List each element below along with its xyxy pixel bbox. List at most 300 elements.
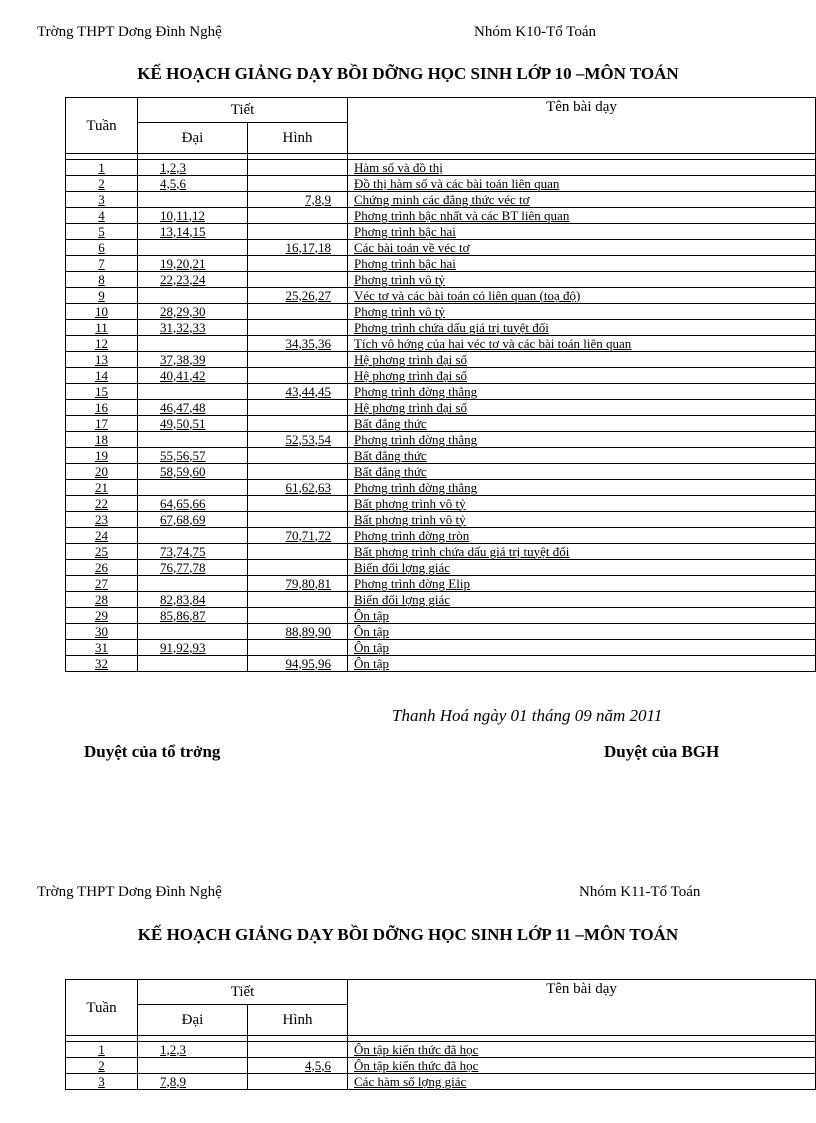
lesson-title-cell-text: Phơng trình vô tỷ (354, 303, 446, 319)
header-dai: Đại (138, 1005, 248, 1036)
table-row (66, 336, 816, 352)
week-cell (66, 256, 138, 272)
hinh-periods-cell (248, 336, 348, 352)
dai-periods-cell (138, 528, 248, 544)
dai-periods-cell (138, 512, 248, 528)
lesson-title-cell-text: Phơng trình đờng Elip (354, 575, 470, 591)
lesson-title-cell (348, 496, 816, 512)
week-cell-text: 2 (98, 1057, 105, 1073)
table-row (66, 400, 816, 416)
week-cell (66, 608, 138, 624)
week-cell-text: 24 (95, 527, 108, 543)
lesson-title-cell-text: Bất đẳng thức (354, 447, 427, 463)
dai-periods-cell (138, 192, 248, 208)
table-row (66, 528, 816, 544)
week-cell (66, 384, 138, 400)
lesson-title-cell-text: Phơng trình bậc hai (354, 223, 456, 239)
page-title-2: KẾ HOẠCH GIẢNG DẠY BỒI DỠNG HỌC SINH LỚP 11 –MÔN TOÁN (137, 925, 679, 944)
dai-periods-cell (138, 416, 248, 432)
dai-periods-cell (138, 288, 248, 304)
table-row (66, 176, 816, 192)
dai-periods-cell-text: 55,56,57 (160, 447, 206, 463)
dai-periods-cell (138, 624, 248, 640)
hinh-periods-cell (248, 192, 348, 208)
dai-periods-cell-text: 22,23,24 (160, 271, 206, 287)
dai-periods-cell-text: 85,86,87 (160, 607, 206, 623)
dai-periods-cell-text: 13,14,15 (160, 223, 206, 239)
week-cell-text: 18 (95, 431, 108, 447)
header-tuan: Tuần (66, 980, 138, 1036)
week-cell (66, 224, 138, 240)
dai-periods-cell-text: 91,92,93 (160, 639, 206, 655)
week-cell-text: 28 (95, 591, 108, 607)
dai-periods-cell-text: 37,38,39 (160, 351, 206, 367)
hinh-periods-cell (248, 512, 348, 528)
week-cell-text: 32 (95, 655, 108, 671)
week-cell-text: 31 (95, 639, 108, 655)
week-cell-text: 17 (95, 415, 108, 431)
table-row (66, 432, 816, 448)
hinh-periods-cell (248, 608, 348, 624)
week-cell (66, 176, 138, 192)
dai-periods-cell (138, 544, 248, 560)
week-cell (66, 480, 138, 496)
week-cell-text: 3 (98, 1073, 105, 1089)
table-row (66, 160, 816, 176)
lesson-title-cell-text: Ôn tập (354, 623, 390, 639)
dai-periods-cell-text: 7,8,9 (160, 1073, 186, 1089)
week-cell (66, 1042, 138, 1058)
dai-periods-cell (138, 1074, 248, 1090)
table-row (66, 640, 816, 656)
dai-periods-cell (138, 1042, 248, 1058)
lesson-title-cell-text: Phơng trình bậc hai (354, 255, 456, 271)
dai-periods-cell (138, 400, 248, 416)
table-row (66, 192, 816, 208)
dai-periods-cell-text: 40,41,42 (160, 367, 206, 383)
header-hinh: Hình (248, 1005, 348, 1036)
dai-periods-cell (138, 560, 248, 576)
lesson-title-cell (348, 160, 816, 176)
hinh-periods-cell (248, 1042, 348, 1058)
dai-periods-cell-text: 4,5,6 (160, 175, 186, 191)
lesson-title-cell-text: Phơng trình đờng tròn (354, 527, 470, 543)
week-cell-text: 15 (95, 383, 108, 399)
hinh-periods-cell (248, 592, 348, 608)
lesson-title-cell (348, 400, 816, 416)
dai-periods-cell (138, 368, 248, 384)
week-cell (66, 592, 138, 608)
school-name-2: Trờng THPT Dơng Đình Nghệ (37, 884, 222, 900)
week-cell-text: 29 (95, 607, 108, 623)
dai-periods-cell (138, 352, 248, 368)
lesson-title-cell-text: Các hàm số lợng giác (354, 1073, 467, 1089)
dai-periods-cell (138, 432, 248, 448)
dai-periods-cell-text: 31,32,33 (160, 319, 206, 335)
hinh-periods-cell (248, 1058, 348, 1074)
hinh-periods-cell (248, 272, 348, 288)
dai-periods-cell (138, 464, 248, 480)
table-row (66, 1058, 816, 1074)
week-cell (66, 272, 138, 288)
hinh-periods-cell-text: 16,17,18 (285, 239, 332, 255)
dai-periods-cell (138, 240, 248, 256)
week-cell-text: 30 (95, 623, 108, 639)
header-tiet: Tiết (138, 98, 348, 123)
lesson-title-cell (348, 240, 816, 256)
hinh-periods-cell (248, 656, 348, 672)
week-cell-text: 26 (95, 559, 108, 575)
week-cell (66, 368, 138, 384)
lesson-title-cell-text: Phơng trình bậc nhất và các BT liên quan (354, 207, 570, 223)
dai-periods-cell-text: 64,65,66 (160, 495, 206, 511)
school-name: Trờng THPT Dơng Đình Nghệ (37, 24, 222, 40)
dai-periods-cell-text: 67,68,69 (160, 511, 206, 527)
table-row (66, 352, 816, 368)
week-cell-text: 23 (95, 511, 108, 527)
lesson-title-cell (348, 576, 816, 592)
lesson-title-cell (348, 448, 816, 464)
dai-periods-cell (138, 576, 248, 592)
week-cell (66, 400, 138, 416)
week-cell (66, 320, 138, 336)
lesson-title-cell (348, 432, 816, 448)
table-row (66, 464, 816, 480)
hinh-periods-cell-text: 34,35,36 (285, 335, 332, 351)
week-cell-text: 25 (95, 543, 108, 559)
dai-periods-cell (138, 224, 248, 240)
hinh-periods-cell (248, 320, 348, 336)
lesson-title-cell (348, 480, 816, 496)
lesson-title-cell-text: Ôn tập kiến thức đã học (354, 1057, 479, 1073)
lesson-title-cell-text: Đồ thị hàm số và các bài toán liên quan (354, 175, 560, 191)
hinh-periods-cell (248, 448, 348, 464)
week-cell (66, 560, 138, 576)
lesson-title-cell-text: Bất phơng trình vô tỷ (354, 511, 466, 527)
hinh-periods-cell (248, 640, 348, 656)
approval-department-head: Duyệt của tổ trởng (84, 742, 221, 761)
lesson-title-cell-text: Phơng trình đờng thẳng (354, 431, 478, 447)
table-row (66, 1074, 816, 1090)
week-cell-text: 2 (98, 175, 105, 191)
lesson-title-cell (348, 640, 816, 656)
week-cell (66, 464, 138, 480)
dai-periods-cell (138, 480, 248, 496)
lesson-title-cell (348, 592, 816, 608)
dai-periods-cell (138, 160, 248, 176)
lesson-title-cell-text: Chứng minh các đẳng thức véc tơ (354, 191, 530, 207)
lesson-title-cell-text: Bất đẳng thức (354, 463, 427, 479)
dai-periods-cell-text: 58,59,60 (160, 463, 206, 479)
week-cell (66, 432, 138, 448)
header-ten-bai-day: Tên bài dạy (348, 98, 816, 154)
lesson-title-cell (348, 224, 816, 240)
week-cell-text: 4 (98, 207, 105, 223)
week-cell (66, 192, 138, 208)
week-cell-text: 9 (98, 287, 105, 303)
table-row (66, 576, 816, 592)
lesson-title-cell-text: Ôn tập kiến thức đã học (354, 1041, 479, 1057)
table-row (66, 288, 816, 304)
table-row (66, 544, 816, 560)
lesson-title-cell-text: Ôn tập (354, 607, 390, 623)
dai-periods-cell-text: 49,50,51 (160, 415, 206, 431)
hinh-periods-cell-text: 4,5,6 (305, 1057, 332, 1073)
lesson-title-cell (348, 512, 816, 528)
lesson-title-cell-text: Bất đẳng thức (354, 415, 427, 431)
date-line: Thanh Hoá ngày 01 tháng 09 năm 2011 (392, 706, 663, 725)
week-cell-text: 13 (95, 351, 108, 367)
hinh-periods-cell-text: 7,8,9 (305, 191, 332, 207)
table-row (66, 304, 816, 320)
week-cell-text: 10 (95, 303, 108, 319)
week-cell-text: 6 (98, 239, 105, 255)
lesson-title-cell (348, 1074, 816, 1090)
lesson-title-cell-text: Ôn tập (354, 655, 390, 671)
lesson-title-cell (348, 384, 816, 400)
lesson-title-cell-text: Phơng trình chứa dấu giá trị tuyệt đối (354, 319, 549, 335)
week-cell-text: 12 (95, 335, 108, 351)
week-cell (66, 640, 138, 656)
week-cell-text: 20 (95, 463, 108, 479)
lesson-title-cell-text: Véc tơ và các bài toán có liên quan (toạ độ) (354, 287, 581, 303)
hinh-periods-cell-text: 94,95,96 (285, 655, 332, 671)
dai-periods-cell-text: 76,77,78 (160, 559, 206, 575)
hinh-periods-cell (248, 176, 348, 192)
hinh-periods-cell (248, 432, 348, 448)
dai-periods-cell (138, 608, 248, 624)
dai-periods-cell-text: 10,11,12 (160, 207, 206, 223)
lesson-title-cell (348, 272, 816, 288)
table-row (66, 272, 816, 288)
hinh-periods-cell (248, 1074, 348, 1090)
lesson-title-cell (348, 256, 816, 272)
dai-periods-cell (138, 272, 248, 288)
hinh-periods-cell (248, 416, 348, 432)
lesson-title-cell-text: Bất phơng trình vô tỷ (354, 495, 466, 511)
lesson-title-cell-text: Hàm số và đồ thị (354, 159, 443, 175)
hinh-periods-cell-text: 43,44,45 (285, 383, 332, 399)
week-cell (66, 656, 138, 672)
header-ten-bai-day: Tên bài dạy (348, 980, 816, 1036)
hinh-periods-cell (248, 240, 348, 256)
table-row (66, 560, 816, 576)
week-cell-text: 3 (98, 191, 105, 207)
dai-periods-cell-text: 1,2,3 (160, 1041, 186, 1057)
hinh-periods-cell (248, 496, 348, 512)
hinh-periods-cell-text: 70,71,72 (285, 527, 332, 543)
lesson-title-cell (348, 1042, 816, 1058)
lesson-title-cell (348, 368, 816, 384)
dai-periods-cell (138, 448, 248, 464)
lesson-plan-table-grade-11 (65, 979, 816, 1090)
lesson-title-cell (348, 176, 816, 192)
table-row (66, 384, 816, 400)
hinh-periods-cell (248, 304, 348, 320)
dai-periods-cell-text: 46,47,48 (160, 399, 206, 415)
table-row (66, 512, 816, 528)
lesson-title-cell-text: Phơng trình vô tỷ (354, 271, 446, 287)
table-row (66, 416, 816, 432)
week-cell-text: 1 (98, 159, 105, 175)
hinh-periods-cell (248, 400, 348, 416)
lesson-title-cell (348, 336, 816, 352)
lesson-title-cell (348, 608, 816, 624)
hinh-periods-cell (248, 368, 348, 384)
week-cell-text: 19 (95, 447, 108, 463)
table-row (66, 656, 816, 672)
hinh-periods-cell (248, 352, 348, 368)
header-dai: Đại (138, 123, 248, 154)
table-row (66, 624, 816, 640)
week-cell (66, 448, 138, 464)
hinh-periods-cell-text: 52,53,54 (285, 431, 332, 447)
dai-periods-cell (138, 496, 248, 512)
dai-periods-cell-text: 19,20,21 (160, 255, 206, 271)
hinh-periods-cell-text: 61,62,63 (285, 479, 332, 495)
lesson-title-cell-text: Ôn tập (354, 639, 390, 655)
week-cell-text: 11 (95, 319, 108, 335)
lesson-title-cell (348, 544, 816, 560)
lesson-title-cell-text: Các bài toán về véc tơ (354, 239, 470, 255)
week-cell-text: 22 (95, 495, 108, 511)
week-cell (66, 1074, 138, 1090)
lesson-title-cell-text: Hệ phơng trình đại số (354, 399, 468, 415)
lesson-title-cell-text: Hệ phơng trình đại số (354, 367, 468, 383)
approval-board: Duyệt của BGH (604, 742, 720, 761)
dai-periods-cell-text: 28,29,30 (160, 303, 206, 319)
dai-periods-cell (138, 656, 248, 672)
week-cell (66, 336, 138, 352)
table-row (66, 592, 816, 608)
table-row (66, 448, 816, 464)
dai-periods-cell (138, 640, 248, 656)
lesson-title-cell (348, 288, 816, 304)
week-cell (66, 240, 138, 256)
hinh-periods-cell (248, 208, 348, 224)
lesson-title-cell-text: Tích vô hớng của hai véc tơ và các bài toán liên quan (354, 335, 632, 351)
hinh-periods-cell (248, 288, 348, 304)
week-cell (66, 528, 138, 544)
header-hinh: Hình (248, 123, 348, 154)
week-cell (66, 496, 138, 512)
lesson-title-cell (348, 656, 816, 672)
lesson-title-cell-text: Hệ phơng trình đại số (354, 351, 468, 367)
week-cell-text: 14 (95, 367, 108, 383)
week-cell-text: 7 (98, 255, 105, 271)
hinh-periods-cell (248, 576, 348, 592)
table-row (66, 240, 816, 256)
lesson-title-cell (348, 192, 816, 208)
dai-periods-cell (138, 384, 248, 400)
lesson-title-cell (348, 464, 816, 480)
week-cell (66, 1058, 138, 1074)
dai-periods-cell (138, 336, 248, 352)
lesson-title-cell (348, 320, 816, 336)
week-cell-text: 27 (95, 575, 108, 591)
week-cell (66, 624, 138, 640)
week-cell (66, 576, 138, 592)
week-cell-text: 1 (98, 1041, 105, 1057)
dai-periods-cell (138, 208, 248, 224)
week-cell-text: 16 (95, 399, 108, 415)
page-title: KẾ HOẠCH GIẢNG DẠY BỒI DỠNG HỌC SINH LỚP 10 –MÔN TOÁN (137, 64, 679, 83)
hinh-periods-cell (248, 256, 348, 272)
week-cell (66, 288, 138, 304)
dai-periods-cell-text: 82,83,84 (160, 591, 206, 607)
lesson-title-cell (348, 528, 816, 544)
lesson-title-cell (348, 624, 816, 640)
week-cell (66, 544, 138, 560)
table-row (66, 480, 816, 496)
hinh-periods-cell (248, 560, 348, 576)
header-tuan: Tuần (66, 98, 138, 154)
hinh-periods-cell (248, 480, 348, 496)
table-row (66, 256, 816, 272)
hinh-periods-cell (248, 160, 348, 176)
header-tiet: Tiết (138, 980, 348, 1005)
table-row (66, 208, 816, 224)
table-row (66, 368, 816, 384)
lesson-title-cell-text: Phơng trình đờng thẳng (354, 383, 478, 399)
dai-periods-cell (138, 1058, 248, 1074)
dai-periods-cell (138, 256, 248, 272)
group-name-2: Nhóm K11-Tổ Toán (579, 884, 701, 900)
week-cell (66, 160, 138, 176)
hinh-periods-cell (248, 624, 348, 640)
table-row (66, 224, 816, 240)
lesson-title-cell-text: Biến đổi lợng giác (354, 591, 451, 607)
lesson-title-cell-text: Biến đổi lợng giác (354, 559, 451, 575)
hinh-periods-cell-text: 79,80,81 (285, 575, 332, 591)
lesson-title-cell-text: Phơng trình đờng thẳng (354, 479, 478, 495)
lesson-title-cell (348, 560, 816, 576)
lesson-title-cell (348, 352, 816, 368)
lesson-title-cell-text: Bất phơng trình chứa dấu giá trị tuyệt đối (354, 543, 570, 559)
dai-periods-cell-text: 73,74,75 (160, 543, 206, 559)
lesson-title-cell (348, 208, 816, 224)
dai-periods-cell (138, 320, 248, 336)
hinh-periods-cell (248, 384, 348, 400)
table-row (66, 608, 816, 624)
table-row (66, 496, 816, 512)
hinh-periods-cell-text: 88,89,90 (285, 623, 332, 639)
week-cell (66, 512, 138, 528)
hinh-periods-cell (248, 224, 348, 240)
hinh-periods-cell (248, 464, 348, 480)
lesson-title-cell (348, 416, 816, 432)
lesson-plan-table-grade-10 (65, 97, 816, 672)
lesson-title-cell (348, 1058, 816, 1074)
hinh-periods-cell-text: 25,26,27 (285, 287, 332, 303)
week-cell-text: 8 (98, 271, 105, 287)
dai-periods-cell (138, 304, 248, 320)
week-cell-text: 21 (95, 479, 108, 495)
hinh-periods-cell (248, 544, 348, 560)
week-cell (66, 416, 138, 432)
week-cell-text: 5 (98, 223, 105, 239)
week-cell (66, 304, 138, 320)
dai-periods-cell (138, 176, 248, 192)
hinh-periods-cell (248, 528, 348, 544)
week-cell (66, 352, 138, 368)
table-row (66, 320, 816, 336)
dai-periods-cell-text: 1,2,3 (160, 159, 186, 175)
dai-periods-cell (138, 592, 248, 608)
lesson-title-cell (348, 304, 816, 320)
group-name: Nhóm K10-Tổ Toán (474, 24, 596, 40)
week-cell (66, 208, 138, 224)
